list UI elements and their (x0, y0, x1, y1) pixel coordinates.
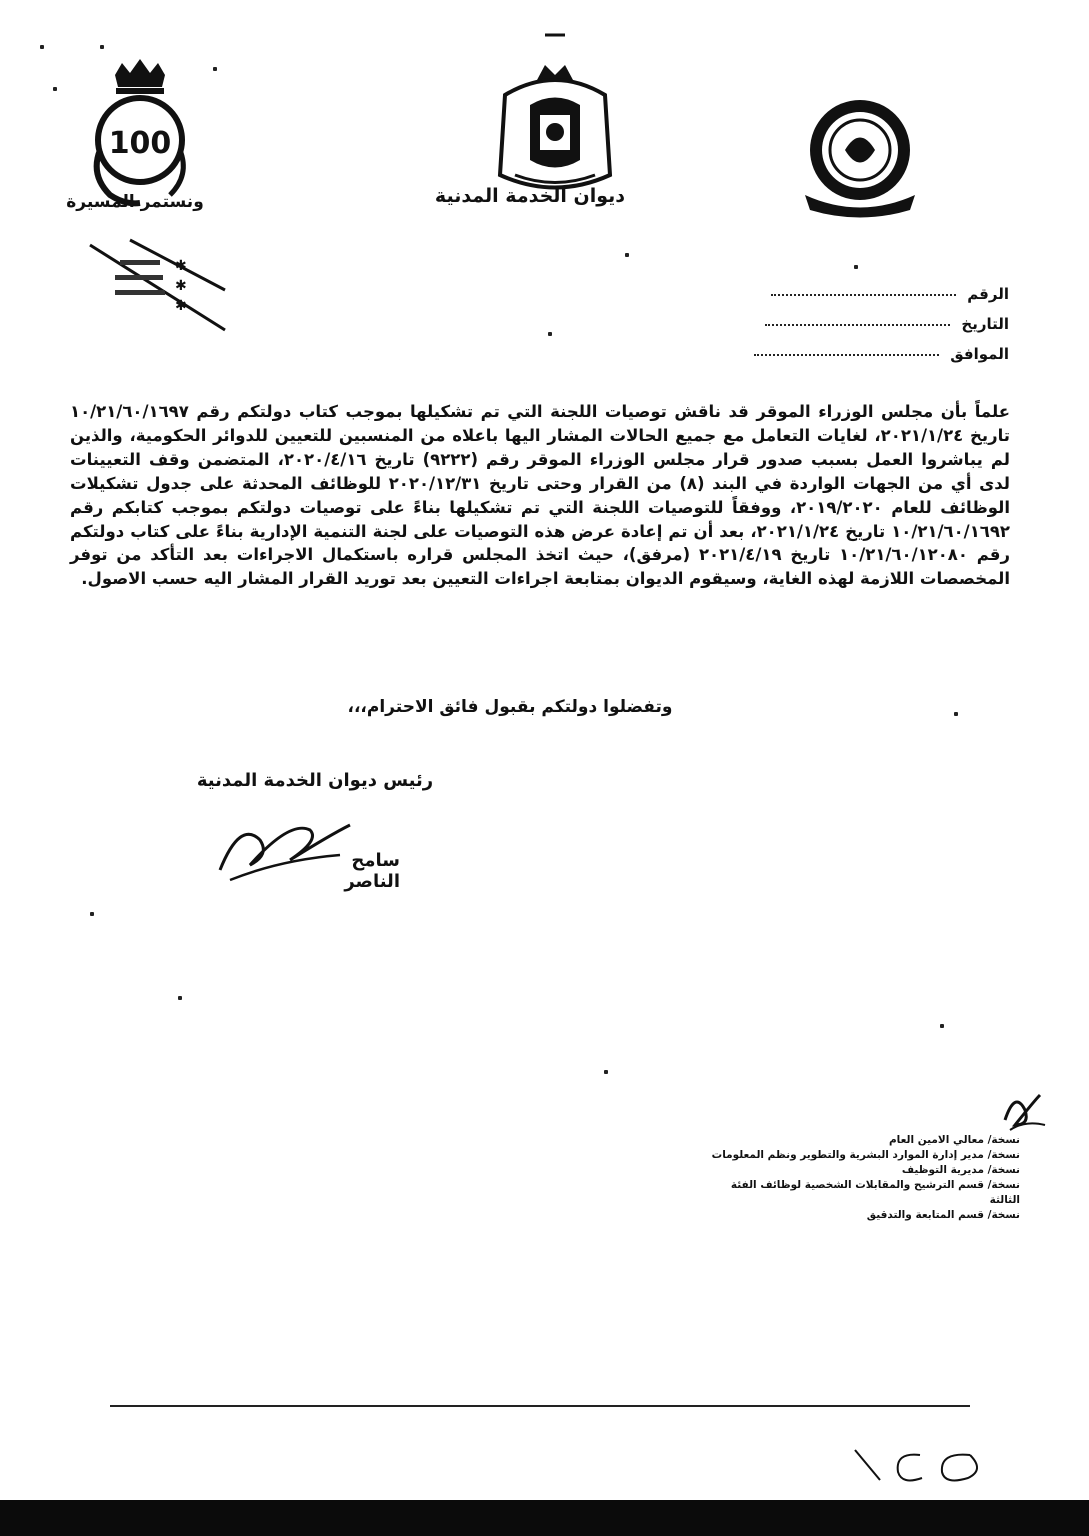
centenary-caption: ونستمر المسيرة (66, 192, 204, 212)
crossed-stamp (80, 235, 230, 335)
scan-speck (40, 45, 44, 49)
scan-speck (604, 1070, 608, 1074)
scan-speck (854, 265, 858, 269)
footer-divider (110, 1405, 970, 1407)
scan-speck (90, 912, 94, 916)
scan-speck (178, 996, 182, 1000)
ref-date-field (709, 315, 1009, 333)
cc-item: نسخة/ قسم الترشيح والمقابلات الشخصية لوظائف الفئة الثالثة (730, 1179, 1020, 1206)
scan-speck (954, 712, 958, 716)
ref-number-label: الرقم (967, 285, 1009, 303)
signatory-name: سامح الناصر (344, 850, 400, 892)
cc-item: نسخة/ قسم المتابعة والتدقيق (866, 1209, 1020, 1221)
ref-hijri-label: الموافق (950, 345, 1009, 363)
ref-number-field (709, 285, 1009, 303)
scan-bottom-bar (0, 1500, 1089, 1536)
initials-mark (990, 1080, 1050, 1140)
signatory-title: رئيس ديوان الخدمة المدنية (196, 770, 434, 791)
handwritten-page-number (850, 1440, 990, 1490)
ref-hijri-line (754, 354, 939, 356)
cc-item: نسخة/ معالي الامين العام (888, 1134, 1020, 1146)
scan-speck (625, 253, 629, 257)
svg-text:✱: ✱ (175, 278, 187, 294)
ref-number-line (771, 294, 956, 296)
scan-speck (213, 67, 217, 71)
scan-speck (940, 1024, 944, 1028)
ref-hijri-field (709, 345, 1009, 363)
svg-text:✱: ✱ (175, 298, 187, 314)
scan-speck (53, 87, 57, 91)
svg-text:✱: ✱ (175, 258, 187, 274)
civil-service-seal (790, 85, 930, 225)
closing-greeting: وتفضلوا دولتكم بقبول فائق الاحترام،،، (347, 697, 673, 717)
scan-speck (100, 45, 104, 49)
svg-text:100: 100 (108, 126, 172, 161)
ref-date-label: التاريخ (961, 315, 1009, 333)
cc-list (700, 1133, 1020, 1223)
cc-item: نسخة/ مديرية التوظيف (901, 1164, 1020, 1176)
scan-speck (548, 332, 552, 336)
letter-body-paragraph: علماً بأن مجلس الوزراء الموقر قد ناقش توصيات اللجنة التي تم تشكيلها بموجب كتاب دولتكم رقم ١٠/٢١/٦٠/١٦٩٧ تاريخ ٢٠٢١/١/٢٤، لغايات التعامل مع جميع الحالات المشار اليها باعلاه من المنسبين للتعيين للدوائر الحكومية، والذين لم يباشروا العمل بسبب صدور قرار مجلس الوزراء الموقر رقم (٩٢٢٢) تاريخ ٢٠٢٠/٤/١٦، المتضمن وقف التعيينات لدى أي من الجهات الواردة في البند (٨) من القرار وحتى تاريخ ٢٠٢٠/١٢/٣١ للوظائف المحدثة على جدول تشكيلات الوظائف للعام ٢٠١٩/٢٠٢٠، ووفقاً للتوصيات اللجنة التي تم تشكيلها بناءً على توصيات دولتكم بموجب كتابكم رقم ١٠/٢١/٦٠/١٦٩٢ تاريخ ٢٠٢١/١/٢٤، بعد أن تم إعادة عرض هذه التوصيات على لجنة التنمية الإدارية بناءً على كتاب دولتكم رقم ١٠/٢١/٦٠/١٢٠٨٠ تاريخ ٢٠٢١/٤/١٩ (مرفق)، حيث اتخذ المجلس قراره باستكمال الاجراءات بعد التأكد من توفر المخصصات اللازمة لهذه الغاية، وسيقوم الديوان بمتابعة اجراءات التعيين بعد توريد القرار المشار اليه حسب الاصول. (70, 402, 1010, 589)
ref-date-line (765, 324, 950, 326)
bureau-name: ديوان الخدمة المدنية (434, 185, 626, 207)
cc-item: نسخة/ مدير إدارة الموارد البشرية والتطوير ونظم المعلومات (711, 1149, 1020, 1161)
